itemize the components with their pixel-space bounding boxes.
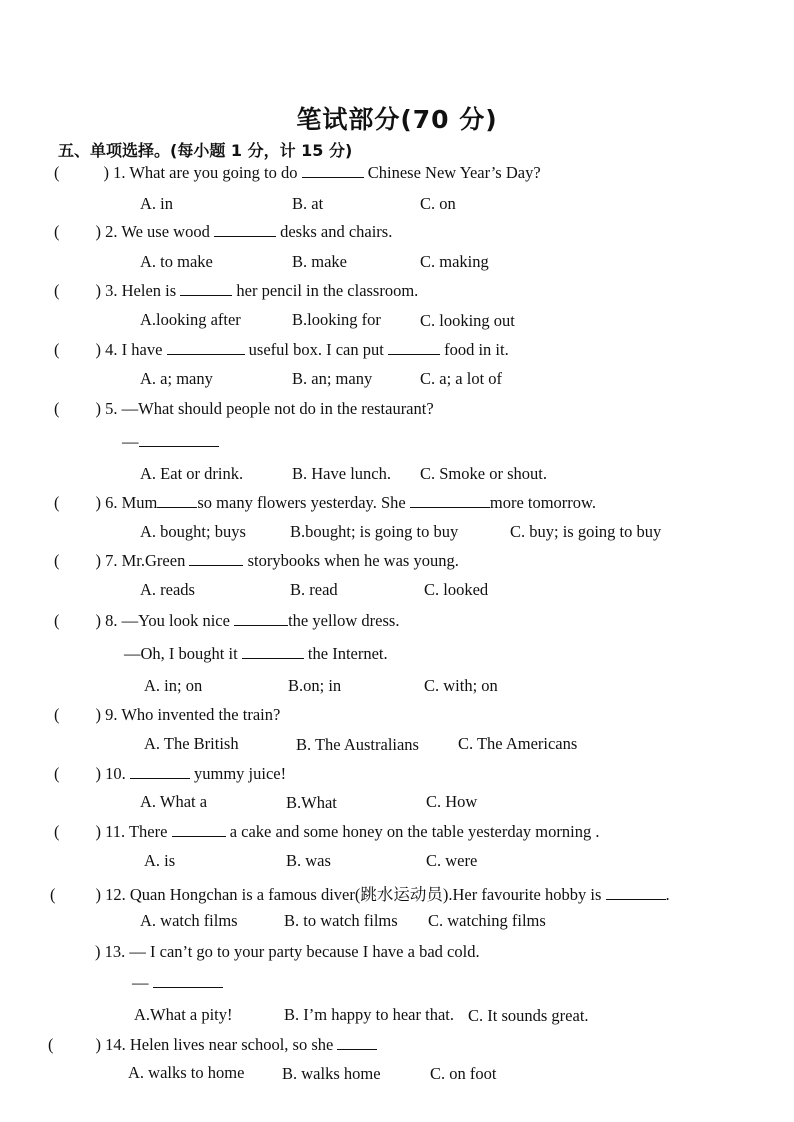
page-title: 笔试部分(70 分) bbox=[296, 105, 498, 134]
option-c[interactable]: C. with; on bbox=[424, 676, 498, 695]
option-a[interactable]: A. in bbox=[140, 194, 173, 213]
option-a[interactable]: A. The British bbox=[144, 734, 239, 753]
option-c[interactable]: C. It sounds great. bbox=[468, 1006, 589, 1025]
question-4: ( ) 4. I have useful box. I can put food in it. bbox=[54, 340, 509, 359]
option-b[interactable]: B. was bbox=[286, 851, 331, 870]
option-b[interactable]: B.What bbox=[286, 793, 337, 812]
answer-blank[interactable] bbox=[242, 644, 304, 659]
question-13: ) 13. — I can’t go to your party because I have a bad cold. bbox=[95, 942, 480, 961]
option-b[interactable]: B. an; many bbox=[292, 369, 373, 388]
option-b[interactable]: B. I’m happy to hear that. bbox=[284, 1005, 454, 1024]
answer-line: — bbox=[132, 973, 223, 993]
option-c[interactable]: C. How bbox=[426, 792, 478, 811]
question-14: ( ) 14. Helen lives near school, so she bbox=[48, 1035, 377, 1055]
answer-blank[interactable] bbox=[337, 1035, 377, 1050]
option-b[interactable]: B. Have lunch. bbox=[292, 464, 391, 483]
option-b[interactable]: B. to watch films bbox=[284, 911, 398, 930]
option-b[interactable]: B. read bbox=[290, 580, 338, 599]
answer-blank[interactable] bbox=[130, 764, 190, 779]
option-a[interactable]: A. Eat or drink. bbox=[140, 464, 244, 483]
answer-blank[interactable] bbox=[189, 551, 243, 566]
answer-blank[interactable] bbox=[606, 885, 666, 900]
option-c[interactable]: C. were bbox=[426, 851, 478, 870]
option-b[interactable]: B. The Australians bbox=[296, 735, 419, 754]
question-8-reply: —Oh, I bought it the Internet. bbox=[124, 644, 388, 663]
section-heading: 五、单项选择。(每小题 1 分，计 15 分) bbox=[58, 141, 353, 160]
option-b[interactable]: B.on; in bbox=[288, 676, 342, 695]
answer-blank[interactable] bbox=[157, 493, 197, 508]
answer-blank[interactable] bbox=[172, 822, 226, 837]
option-c[interactable]: C. looked bbox=[424, 580, 489, 599]
answer-blank[interactable] bbox=[234, 611, 288, 626]
option-a[interactable]: A. bought; buys bbox=[140, 522, 246, 541]
option-b[interactable]: B. walks home bbox=[282, 1064, 381, 1083]
option-c[interactable]: C. making bbox=[420, 252, 489, 271]
option-b[interactable]: B. at bbox=[292, 194, 324, 213]
option-c[interactable]: C. on foot bbox=[430, 1064, 497, 1083]
answer-blank[interactable] bbox=[302, 163, 364, 178]
question-2: ( ) 2. We use wood desks and chairs. bbox=[54, 222, 393, 241]
question-12: ( ) 12. Quan Hongchan is a famous diver(跳水运动员).Her favourite hobby is . bbox=[50, 885, 670, 904]
option-c[interactable]: C. Smoke or shout. bbox=[420, 464, 547, 483]
question-8: ( ) 8. —You look nice the yellow dress. bbox=[54, 611, 400, 630]
option-a[interactable]: A. to make bbox=[140, 252, 213, 271]
option-c[interactable]: C. The Americans bbox=[458, 734, 578, 753]
question-3: ( ) 3. Helen is her pencil in the classroom. bbox=[54, 281, 419, 300]
option-c[interactable]: C. watching films bbox=[428, 911, 546, 930]
question-9: ( ) 9. Who invented the train? bbox=[54, 705, 281, 724]
question-5: ( ) 5. —What should people not do in the restaurant? bbox=[54, 399, 434, 418]
option-a[interactable]: A. walks to home bbox=[128, 1063, 245, 1082]
answer-line: — bbox=[122, 432, 219, 452]
answer-blank[interactable] bbox=[153, 973, 223, 988]
option-a[interactable]: A. watch films bbox=[140, 911, 238, 930]
option-b[interactable]: B.looking for bbox=[292, 310, 381, 329]
option-a[interactable]: A. in; on bbox=[144, 676, 203, 695]
answer-blank[interactable] bbox=[139, 432, 219, 447]
question-6: ( ) 6. Mum so many flowers yesterday. She more tomorrow. bbox=[54, 493, 597, 512]
question-7: ( ) 7. Mr.Green storybooks when he was young. bbox=[54, 551, 459, 570]
option-c[interactable]: C. looking out bbox=[420, 311, 515, 330]
option-b[interactable]: B. make bbox=[292, 252, 347, 271]
option-a[interactable]: A. What a bbox=[140, 792, 208, 811]
answer-blank[interactable] bbox=[410, 493, 490, 508]
answer-blank[interactable] bbox=[180, 281, 232, 296]
option-a[interactable]: A. is bbox=[144, 851, 176, 870]
question-1: ( ) 1. What are you going to do Chinese New Year’s Day? bbox=[54, 163, 541, 182]
answer-blank[interactable] bbox=[214, 222, 276, 237]
answer-blank[interactable] bbox=[388, 340, 440, 355]
option-b[interactable]: B.bought; is going to buy bbox=[290, 522, 459, 541]
option-c[interactable]: C. buy; is going to buy bbox=[510, 522, 662, 541]
question-11: ( ) 11. There a cake and some honey on the table yesterday morning . bbox=[54, 822, 600, 841]
option-a[interactable]: A.looking after bbox=[140, 310, 241, 329]
option-c[interactable]: C. a; a lot of bbox=[420, 369, 503, 388]
option-a[interactable]: A. reads bbox=[140, 580, 195, 599]
option-a[interactable]: A. a; many bbox=[140, 369, 213, 388]
option-c[interactable]: C. on bbox=[420, 194, 456, 213]
option-a[interactable]: A.What a pity! bbox=[134, 1005, 233, 1024]
answer-blank[interactable] bbox=[167, 340, 245, 355]
question-10: ( ) 10. yummy juice! bbox=[54, 764, 287, 783]
